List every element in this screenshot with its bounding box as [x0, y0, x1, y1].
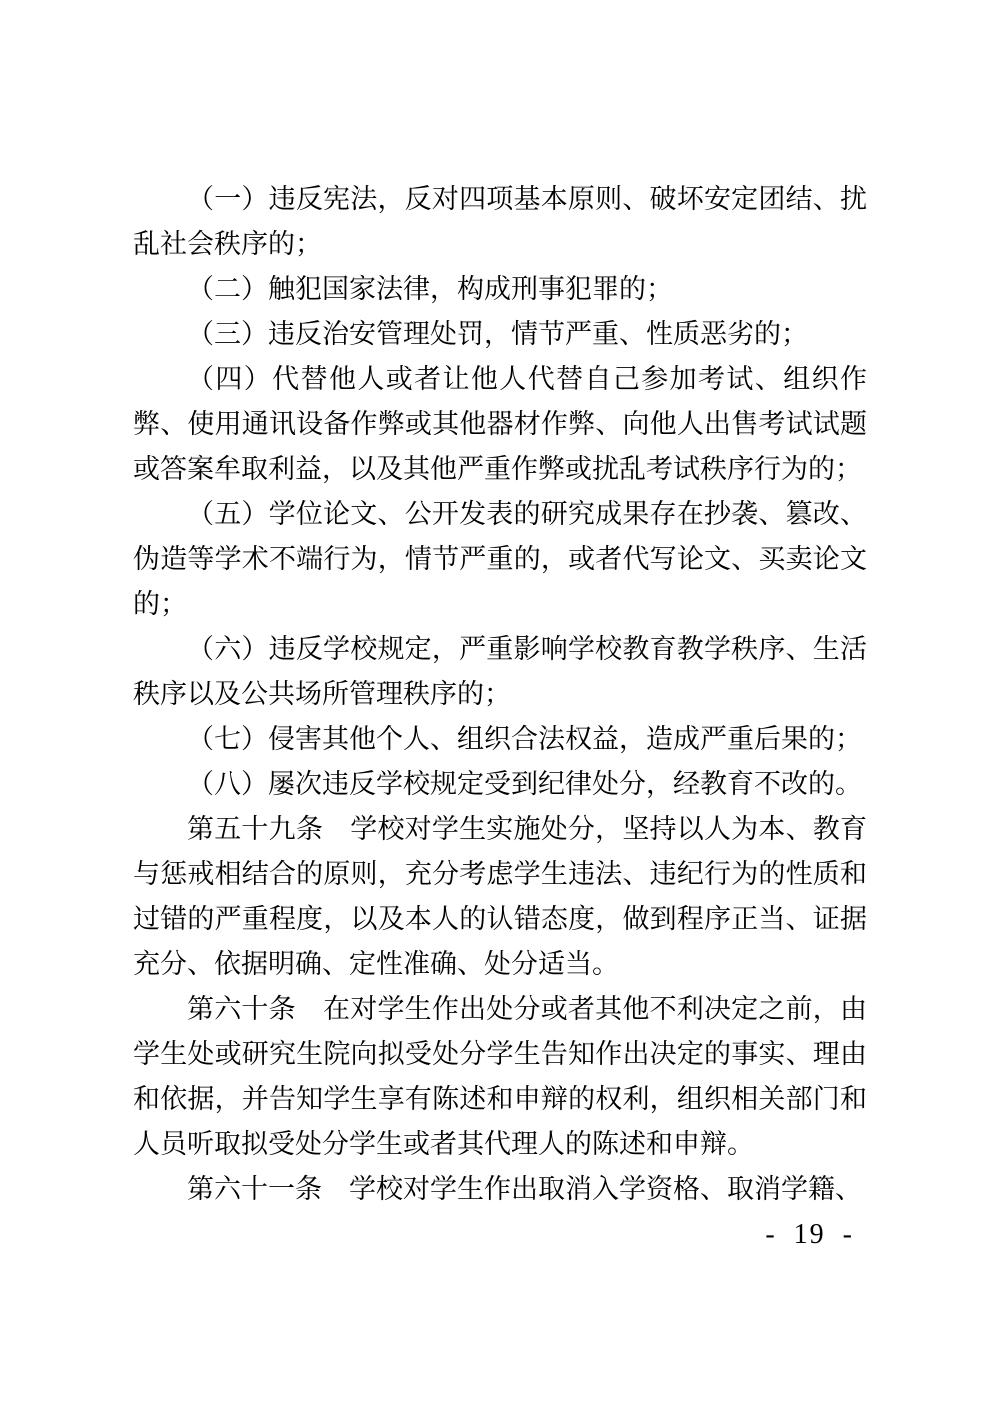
- clause-item-2: （二）触犯国家法律，构成刑事犯罪的；: [187, 274, 673, 304]
- page-number: - 19 -: [765, 1219, 854, 1250]
- article-60: 第六十条 在对学生作出处分或者其他不利决定之前，由学生处或研究生院向拟受处分学生告知作出决定的事实、理由和依据，并告知学生享有陈述和申辩的权利，组织相关部门和人员听取拟受处分学生或者其代理人的陈述和申辩。: [133, 994, 867, 1159]
- clause-item-5: （五）学位论文、公开发表的研究成果存在抄袭、篡改、伪造等学术不端行为，情节严重的，或者代写论文、买卖论文的；: [133, 499, 867, 619]
- clause-item-4: （四）代替他人或者让他人代替自己参加考试、组织作弊、使用通讯设备作弊或其他器材作弊、向他人出售考试试题或答案牟取利益，以及其他严重作弊或扰乱考试秩序行为的；: [133, 364, 867, 484]
- clause-item-7: （七）侵害其他个人、组织合法权益，造成严重后果的；: [187, 724, 862, 754]
- article-61: 第六十一条 学校对学生作出取消入学资格、取消学籍、: [187, 1174, 862, 1204]
- clause-item-6: （六）违反学校规定，严重影响学校教育教学秩序、生活秩序以及公共场所管理秩序的；: [133, 634, 867, 709]
- clause-item-3: （三）违反治安管理处罚，情节严重、性质恶劣的；: [187, 319, 808, 349]
- document-body: [133, 177, 867, 1212]
- clause-item-1: （一）违反宪法，反对四项基本原则、破坏安定团结、扰乱社会秩序的；: [133, 184, 867, 259]
- article-59: 第五十九条 学校对学生实施处分，坚持以人为本、教育与惩戒相结合的原则，充分考虑学生违法、违纪行为的性质和过错的严重程度，以及本人的认错态度，做到程序正当、证据充分、依据明确、定性准确、处分适当。: [133, 814, 867, 979]
- clause-item-8: （八）屡次违反学校规定受到纪律处分，经教育不改的。: [187, 769, 862, 799]
